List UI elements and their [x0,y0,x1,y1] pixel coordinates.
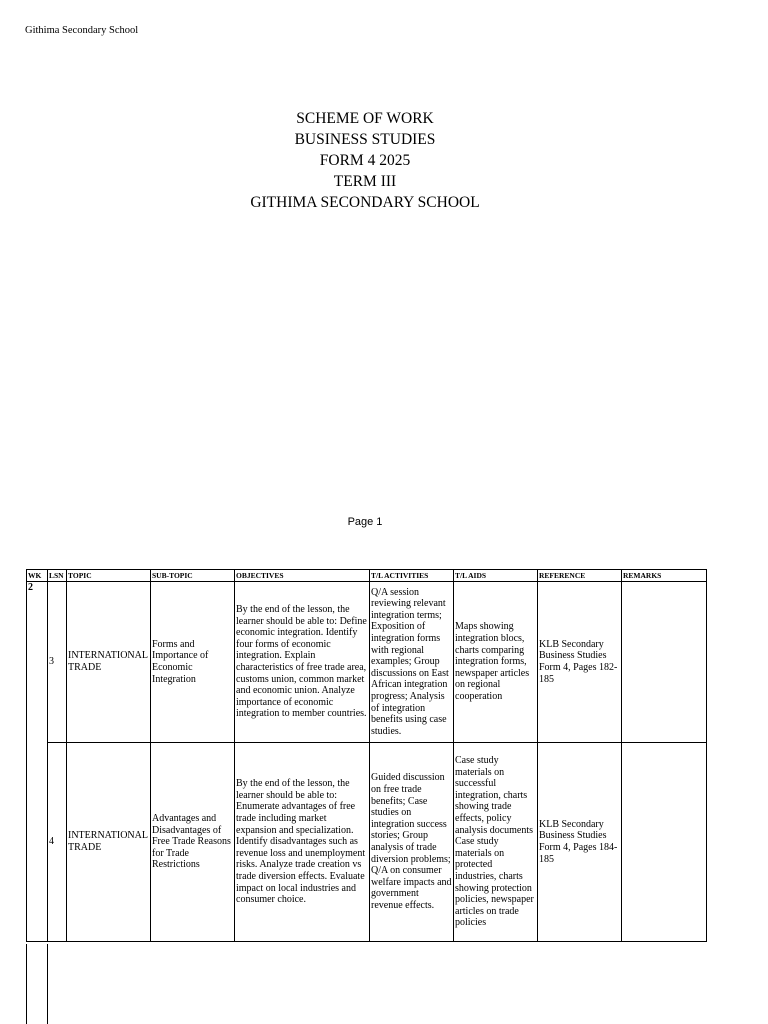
col-header-lsn: LSN [48,570,67,582]
title-line: BUSINESS STUDIES [294,131,436,148]
table-row [27,743,707,942]
col-header-activities: T/L ACTIVITIES [370,570,454,582]
table-continuation-line [26,944,27,1024]
document-title [0,108,730,213]
objectives-cell: By the end of the lesson, the learner should be able to: Enumerate advantages of free trade including market expansion and specialization. Identify disadvantages such as revenue loss and unemployment risks. Analyze trade creation vs trade diversion effects. Evaluate impact on local industries and consumer choice. [235,743,370,942]
lesson-number: 4 [48,743,67,942]
week-cell: 2 [27,582,48,942]
title-line: SCHEME OF WORK [296,110,434,127]
col-header-aids: T/L AIDS [454,570,538,582]
table-row [27,582,707,743]
table-continuation-line [47,944,48,1024]
lesson-number: 3 [48,582,67,743]
title-line: TERM III [333,173,397,190]
subtopic-cell: Forms and Importance of Economic Integration [151,582,235,743]
topic-cell: INTERNATIONAL TRADE [67,582,151,743]
page-number: Page 1 [347,516,383,528]
header-school-name: Githima Secondary School [25,25,139,36]
col-header-subtopic: SUB-TOPIC [151,570,235,582]
col-header-remarks: REMARKS [622,570,707,582]
remarks-cell [622,743,707,942]
activities-cell: Q/A session reviewing relevant integration terms; Exposition of integration forms with regional examples; Group discussions on East African integration progress; Analysis of integration benefits using case studies. [370,582,454,743]
col-header-topic: TOPIC [67,570,151,582]
col-header-objectives: OBJECTIVES [235,570,370,582]
title-line: GITHIMA SECONDARY SCHOOL [250,194,480,211]
col-header-reference: REFERENCE [538,570,622,582]
table-header-row [27,570,707,582]
topic-cell: INTERNATIONAL TRADE [67,743,151,942]
aids-cell: Maps showing integration blocs, charts comparing integration forms, newspaper articles on regional cooperation [454,582,538,743]
reference-cell: KLB Secondary Business Studies Form 4, Pages 182-185 [538,582,622,743]
activities-cell: Guided discussion on free trade benefits; Case studies on integration success stories; Group analysis of trade diversion problems; Q/A on consumer welfare impacts and government revenue effects. [370,743,454,942]
subtopic-cell: Advantages and Disadvantages of Free Trade Reasons for Trade Restrictions [151,743,235,942]
scheme-table [26,569,707,942]
aids-cell: Case study materials on successful integration, charts showing trade effects, policy analysis documents Case study materials on protected industries, charts showing protection policies, newspaper articles on trade policies [454,743,538,942]
objectives-cell: By the end of the lesson, the learner should be able to: Define economic integration. Identify four forms of economic integration. Explain characteristics of free trade area, customs union, common market and economic union. Analyze importance of economic integration to member countries. [235,582,370,743]
col-header-wk: WK [27,570,48,582]
title-line: FORM 4 2025 [319,152,411,169]
remarks-cell [622,582,707,743]
reference-cell: KLB Secondary Business Studies Form 4, Pages 184-185 [538,743,622,942]
